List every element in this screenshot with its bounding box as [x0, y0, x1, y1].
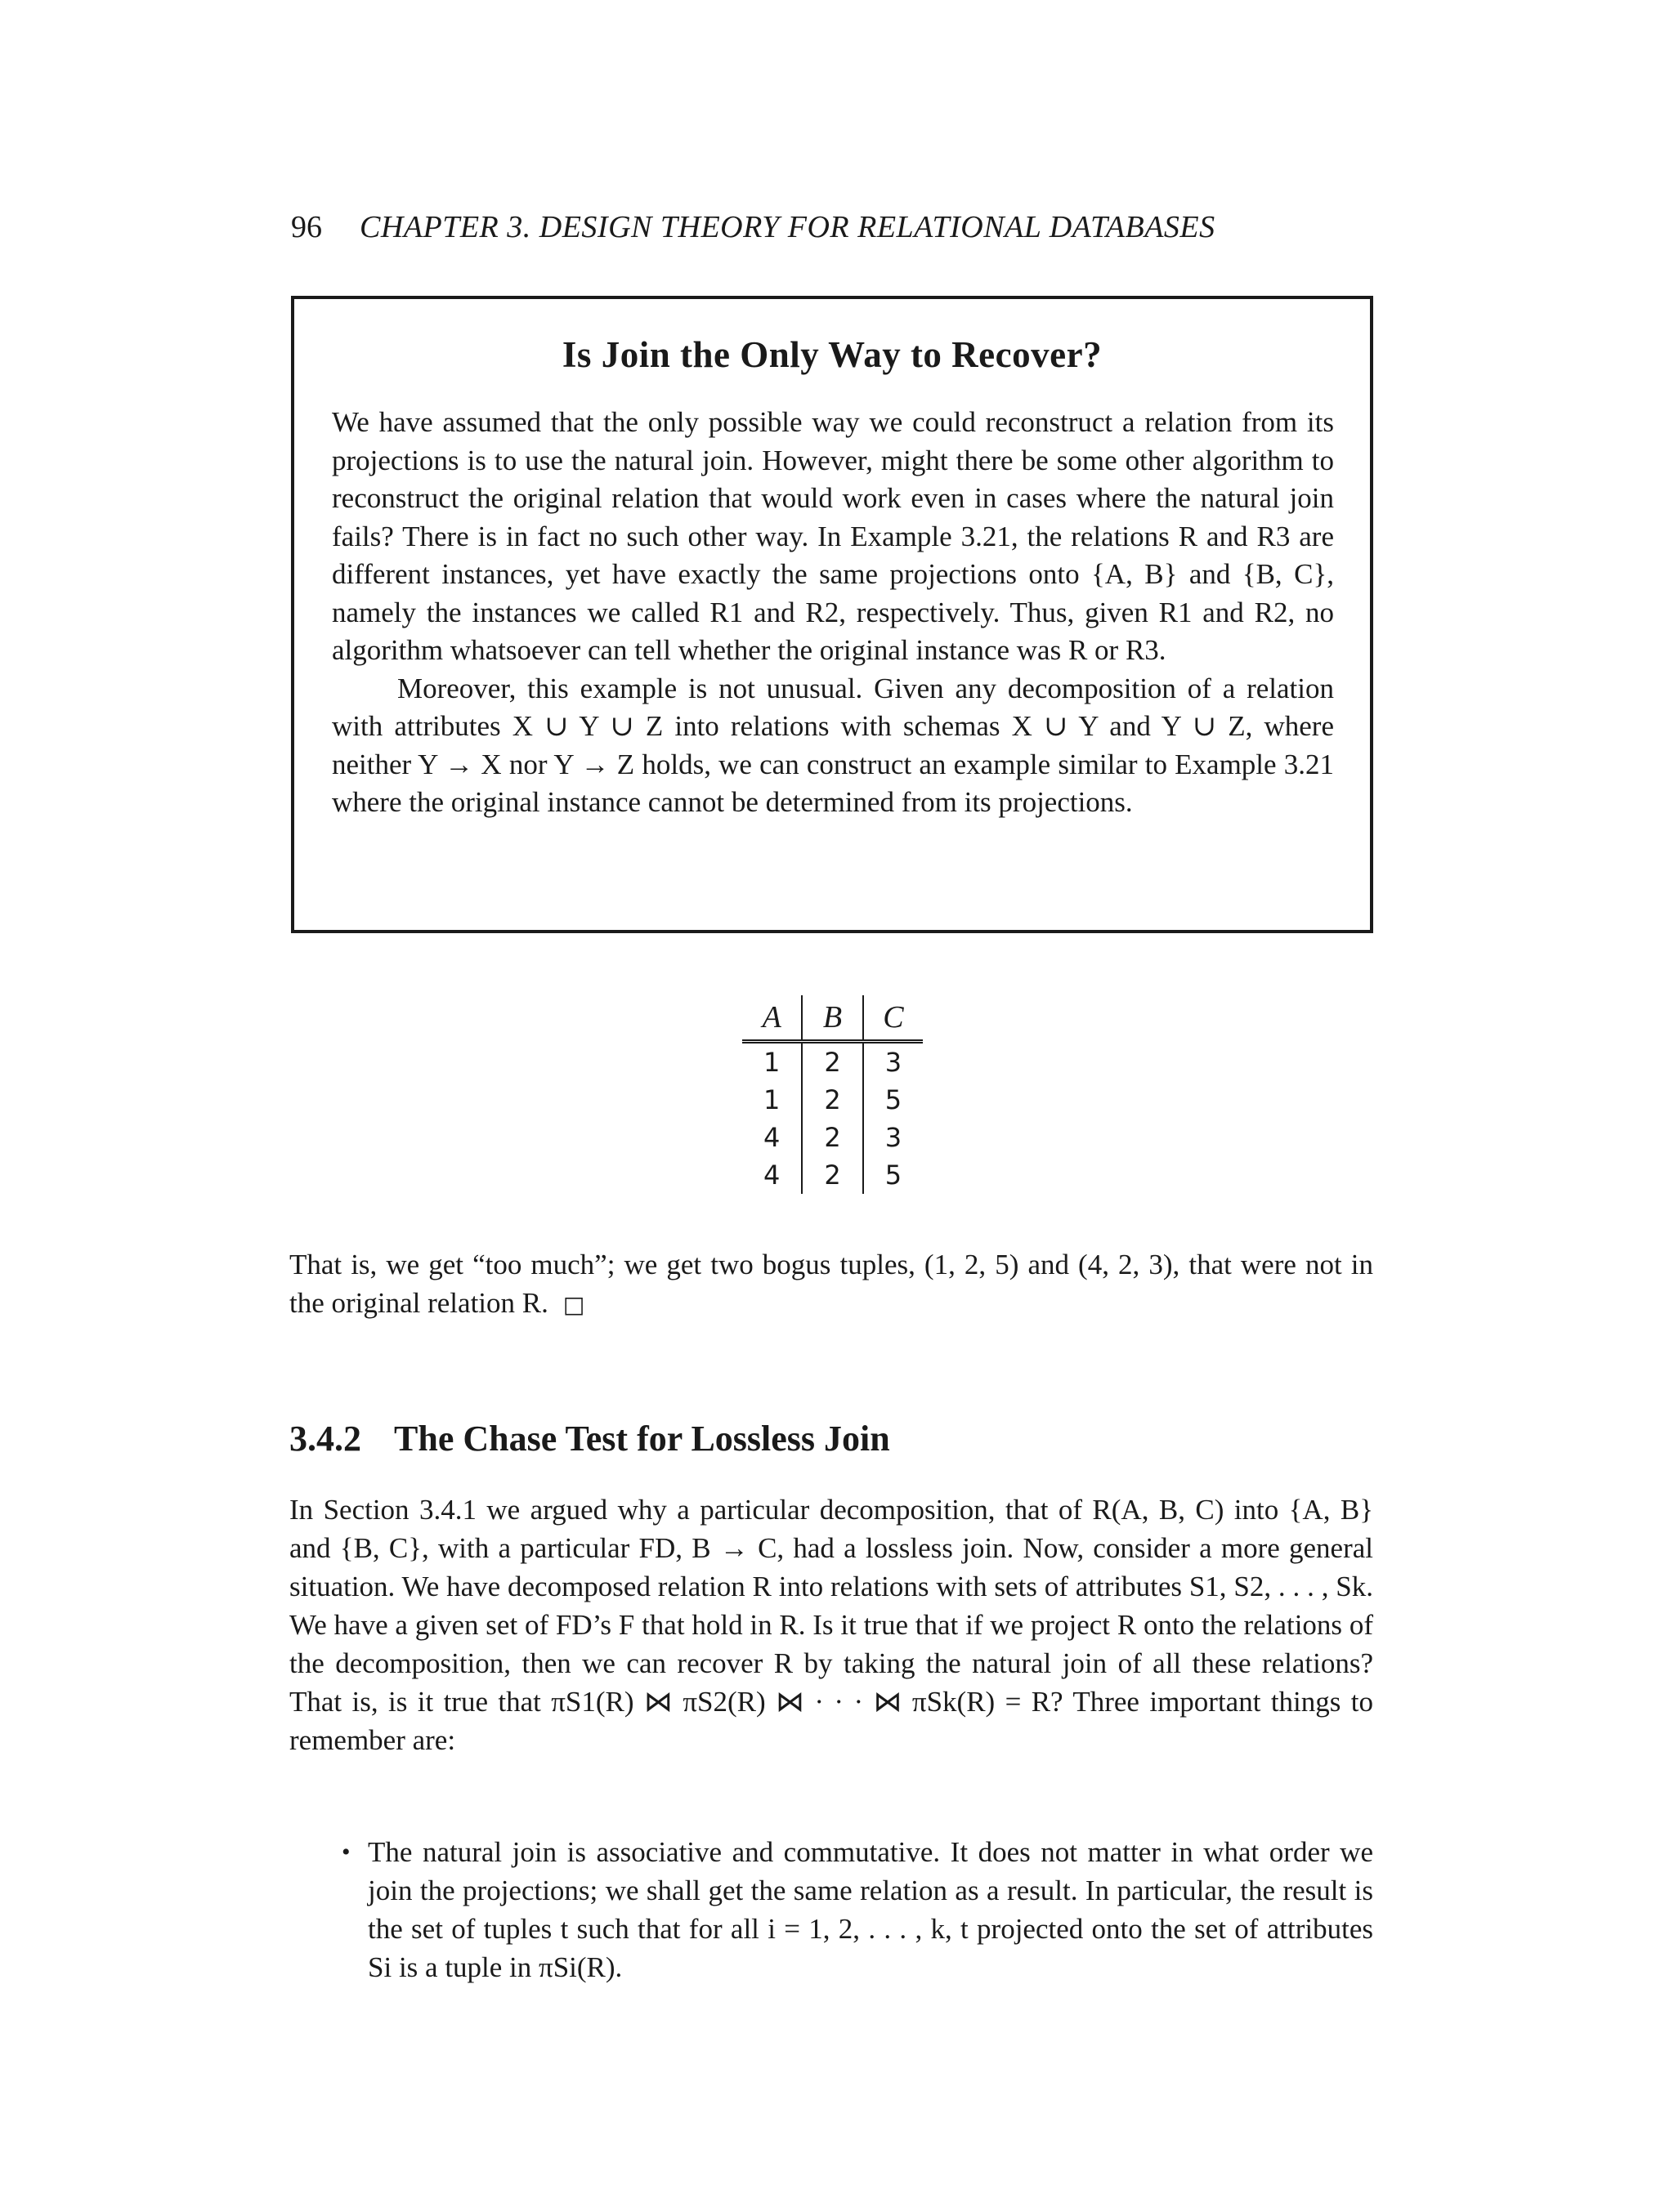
bullet-icon: • — [342, 1839, 351, 1866]
table-cell: 1 — [742, 1042, 802, 1082]
sidebar-body — [332, 404, 1334, 822]
section-heading — [289, 1418, 890, 1459]
table-cell: 1 — [742, 1081, 802, 1119]
after-table-paragraph — [289, 1245, 1373, 1324]
section-title: The Chase Test for Lossless Join — [394, 1419, 890, 1459]
after-table-text: That is, we get “too much”; we get two bogus tuples, (1, 2, 5) and (4, 2, 3), that were not in the original relation R. — [289, 1249, 1373, 1319]
table-row — [742, 1042, 923, 1082]
column-header-b: B — [802, 995, 862, 1042]
running-header — [291, 209, 1386, 245]
sidebar-box — [291, 296, 1373, 933]
column-header-a: A — [742, 995, 802, 1042]
table-cell: 2 — [802, 1156, 862, 1194]
page-number: 96 — [291, 210, 322, 244]
section-number: 3.4.2 — [289, 1419, 361, 1459]
table-cell: 4 — [742, 1156, 802, 1194]
chapter-title: CHAPTER 3. DESIGN THEORY FOR RELATIONAL DATABASES — [360, 210, 1215, 244]
table-cell: 2 — [802, 1119, 862, 1156]
table-header-row — [742, 995, 923, 1042]
section-paragraph: In Section 3.4.1 we argued why a particular decomposition, that of R(A, B, C) into {A, B} and {B, C}, with a particular FD, B → C, had a lossless join. Now, consider a more general situation. We have decomposed relation R into relations with sets of attributes S1, S2, . . . , Sk. We have a given set of FD’s F that hold in R. Is it true that if we project R onto the relations of the decomposition, then we can recover R by taking the natural join of all these relations? That is, is it true that πS1(R) ⋈ πS2(R) ⋈ · · · ⋈ πSk(R) = R? Three important things to remember are: — [289, 1494, 1373, 1756]
section-body — [289, 1490, 1373, 1759]
end-of-example-square-icon: □ — [562, 1291, 585, 1318]
table-row — [742, 1081, 923, 1119]
sidebar-paragraph-2: Moreover, this example is not unusual. Given any decomposition of a relation with attributes X ∪ Y ∪ Z into relations with schemas X ∪ Y and Y ∪ Z, where neither Y → X nor Y → Z holds, we can construct an example similar to Example 3.21 where the original instance cannot be determined from its projections. — [332, 672, 1334, 818]
sidebar-title: Is Join the Only Way to Recover? — [562, 334, 1103, 375]
table-row — [742, 1119, 923, 1156]
column-header-c: C — [863, 995, 923, 1042]
list-item-text: The natural join is associative and commutative. It does not matter in what order we join the projections; we shall get the same relation as a result. In particular, the result is the set of tuples t such that for all i = 1, 2, . . . , k, t projected onto the set of attributes Si is a tuple in πSi(R). — [368, 1836, 1373, 1983]
table-cell: 5 — [884, 1084, 902, 1115]
table-cell: 2 — [802, 1042, 862, 1082]
sidebar-paragraph-1: We have assumed that the only possible way we could reconstruct a relation from its projections is to use the natural join. However, might there be some other algorithm to reconstruct the original relation that would work even in cases where the natural join fails? There is in fact no such other way. In Example 3.21, the relations R and R3 are different instances, yet have exactly the same projections onto {A, B} and {B, C}, namely the instances we called R1 and R2, respectively. Thus, given R1 and R2, no algorithm whatsoever can tell whether the original instance was R or R3. — [332, 406, 1334, 666]
bullet-list — [342, 1833, 1373, 1986]
table-cell: 2 — [802, 1081, 862, 1119]
table-cell: 5 — [884, 1160, 902, 1191]
list-item — [342, 1833, 1373, 1986]
table-cell: 3 — [884, 1122, 902, 1153]
relation-table — [742, 995, 923, 1194]
table-cell: 4 — [742, 1119, 802, 1156]
table-row — [742, 1156, 923, 1194]
table-cell: 3 — [884, 1047, 902, 1078]
